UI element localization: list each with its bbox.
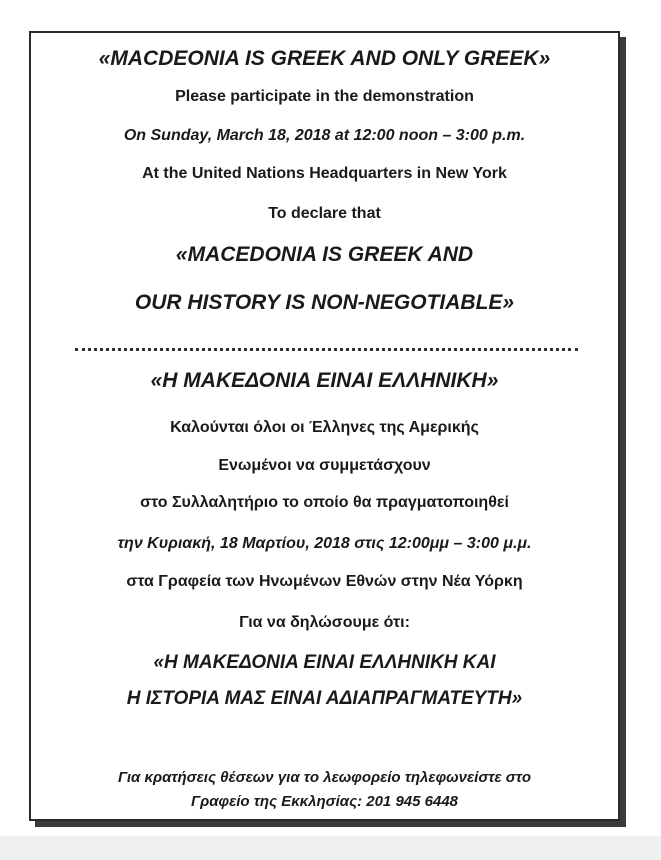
english-declare: To declare that: [268, 205, 381, 222]
greek-datetime: την Κυριακή, 18 Μαρτίου, 2018 στις 12:00μμ – 3:00 μ.μ.: [117, 535, 532, 552]
greek-location: στα Γραφεία των Ηνωμένων Εθνών στην Νέα Υόρκη: [126, 573, 523, 590]
greek-line1: Καλούνται όλοι οι Έλληνες της Αμερικής: [170, 419, 479, 436]
greek-headline: «Η ΜΑΚΕΔΟΝΙΑ ΕΙΝΑΙ ΕΛΛΗΝΙΚΗ»: [150, 369, 499, 392]
greek-declare: Για να δηλώσουμε ότι:: [239, 614, 410, 631]
english-slogan-line2: OUR HISTORY IS NON-NEGOTIABLE»: [134, 291, 515, 314]
english-location: At the United Nations Headquarters in New York: [142, 165, 507, 182]
greek-line3: στο Συλλαλητήριο το οποίο θα πραγματοποιηθεί: [140, 494, 509, 511]
english-slogan-line1: «MACEDONIA IS GREEK AND: [175, 243, 474, 266]
contact-line2: Γραφείο της Εκκλησίας: 201 945 6448: [190, 793, 459, 810]
greek-slogan-line2: Η ΙΣΤΟΡΙΑ ΜΑΣ ΕΙΝΑΙ ΑΔΙΑΠΡΑΓΜΑΤΕΥΤΗ»: [126, 688, 523, 709]
english-datetime: On Sunday, March 18, 2018 at 12:00 noon – 3:00 p.m.: [123, 127, 526, 144]
section-divider: [75, 348, 578, 351]
page-background-strip: [0, 836, 661, 860]
greek-line2: Ενωμένοι να συμμετάσχουν: [218, 457, 431, 474]
english-invite: Please participate in the demonstration: [175, 88, 474, 105]
english-headline: «MACDEONIA IS GREEK AND ONLY GREEK»: [98, 47, 551, 70]
contact-line1: Για κρατήσεις θέσεων για το λεωφορείο τηλεφωνείστε στο: [117, 769, 532, 786]
greek-slogan-line1: «Η ΜΑΚΕΔΟΝΙΑ ΕΙΝΑΙ ΕΛΛΗΝΙΚΗ ΚΑΙ: [153, 652, 496, 673]
flyer-frame: [29, 31, 620, 821]
